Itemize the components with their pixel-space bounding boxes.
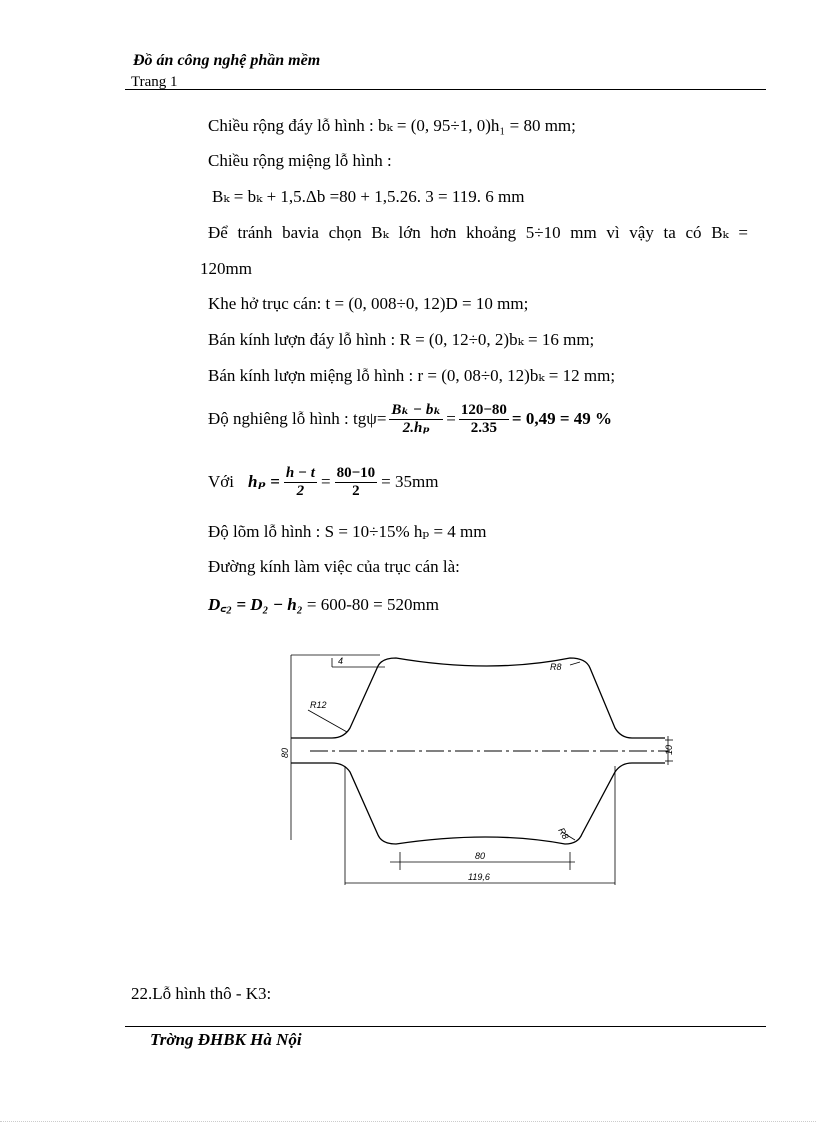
line-slope-formula [208, 402, 612, 436]
header-title: Đồ án công nghệ phần mềm [133, 52, 321, 69]
hp-symbol: hₚ = [248, 472, 280, 491]
slope-fraction-symbolic [389, 402, 443, 436]
footer-divider [125, 1026, 766, 1027]
section-heading: 22.Lỗ hình thô - K3: [131, 984, 272, 1003]
slope-numeric-numerator: 120−80 [460, 402, 507, 418]
hp-label: Với [208, 472, 234, 491]
dim-bottom-width: 80 [475, 851, 486, 861]
hp-fraction-symbolic [284, 465, 317, 499]
line-mouth-width-formula: Bₖ = bₖ + 1,5.Δb =80 + 1,5.26. 3 = 119. 6 mm [212, 187, 525, 206]
line-working-diameter-label: Đường kính làm việc của trục cán là: [208, 557, 460, 576]
line-mouth-width-label: Chiều rộng miệng lỗ hình : [208, 151, 392, 170]
slope-fraction-numerator: Bₖ − bₖ [391, 402, 442, 418]
slope-equals: = [446, 409, 456, 428]
header-divider [125, 89, 766, 90]
slope-result: = 0,49 = 49 % [511, 409, 613, 428]
page-bottom-edge [0, 1121, 816, 1122]
hp-fraction-denominator: 2 [296, 482, 305, 499]
line-mouth-radius: Bán kính lượn miệng lỗ hình : r = (0, 08÷0, 12)bₖ = 12 mm; [208, 366, 616, 385]
header-page-number: Trang 1 [131, 74, 178, 90]
slope-fraction-denominator: 2.hₚ [402, 419, 430, 436]
dim-mouth-width: 119,6 [468, 872, 490, 882]
dim-bottom-radius: R8 [556, 826, 571, 841]
line-roll-gap: Khe hở trục cán: t = (0, 008÷0, 12)D = 10 mm; [208, 294, 529, 313]
pass-profile-drawing [270, 640, 690, 900]
line-working-diameter-formula [208, 592, 439, 615]
working-diameter-symbolic: D꜀₂ = D₂ − h₂ [208, 595, 303, 614]
footer-text: Trờng ĐHBK Hà Nội [150, 1030, 302, 1049]
line-hp-formula [208, 465, 438, 499]
dim-top-gap: 4 [338, 656, 344, 666]
line-burr-value: 120mm [200, 259, 252, 278]
hp-fraction-numeric [335, 465, 378, 499]
dim-gap: 10 [664, 744, 674, 755]
slope-fraction-numeric [459, 402, 509, 436]
line-bottom-radius: Bán kính lượn đáy lỗ hình : R = (0, 12÷0, 2)bₖ = 16 mm; [208, 330, 595, 349]
line-burr-note: Để tránh bavia chọn Bₖ lớn hơn khoảng 5÷10 mm vì vậy ta có Bₖ = [208, 223, 748, 242]
hp-numeric-denominator: 2 [352, 482, 360, 499]
slope-label: Độ nghiêng lỗ hình : tgψ= [208, 409, 387, 428]
hp-fraction-numerator: h − t [285, 465, 315, 481]
dim-mouth-radius: R12 [310, 700, 327, 710]
hp-result: = 35mm [381, 472, 439, 491]
working-diameter-result: = 600-80 = 520mm [302, 595, 439, 614]
dim-top-radius: R8 [550, 662, 562, 672]
line-bottom-width: Chiều rộng đáy lỗ hình : bₖ = (0, 95÷1, 0)h₁ = 80 mm; [208, 116, 576, 135]
slope-numeric-denominator: 2.35 [470, 419, 497, 436]
hp-equals: = [320, 472, 331, 491]
line-concavity: Độ lõm lỗ hình : S = 10÷15% hₚ = 4 mm [208, 522, 487, 541]
dim-height: 80 [280, 747, 290, 758]
hp-numeric-numerator: 80−10 [336, 465, 376, 481]
